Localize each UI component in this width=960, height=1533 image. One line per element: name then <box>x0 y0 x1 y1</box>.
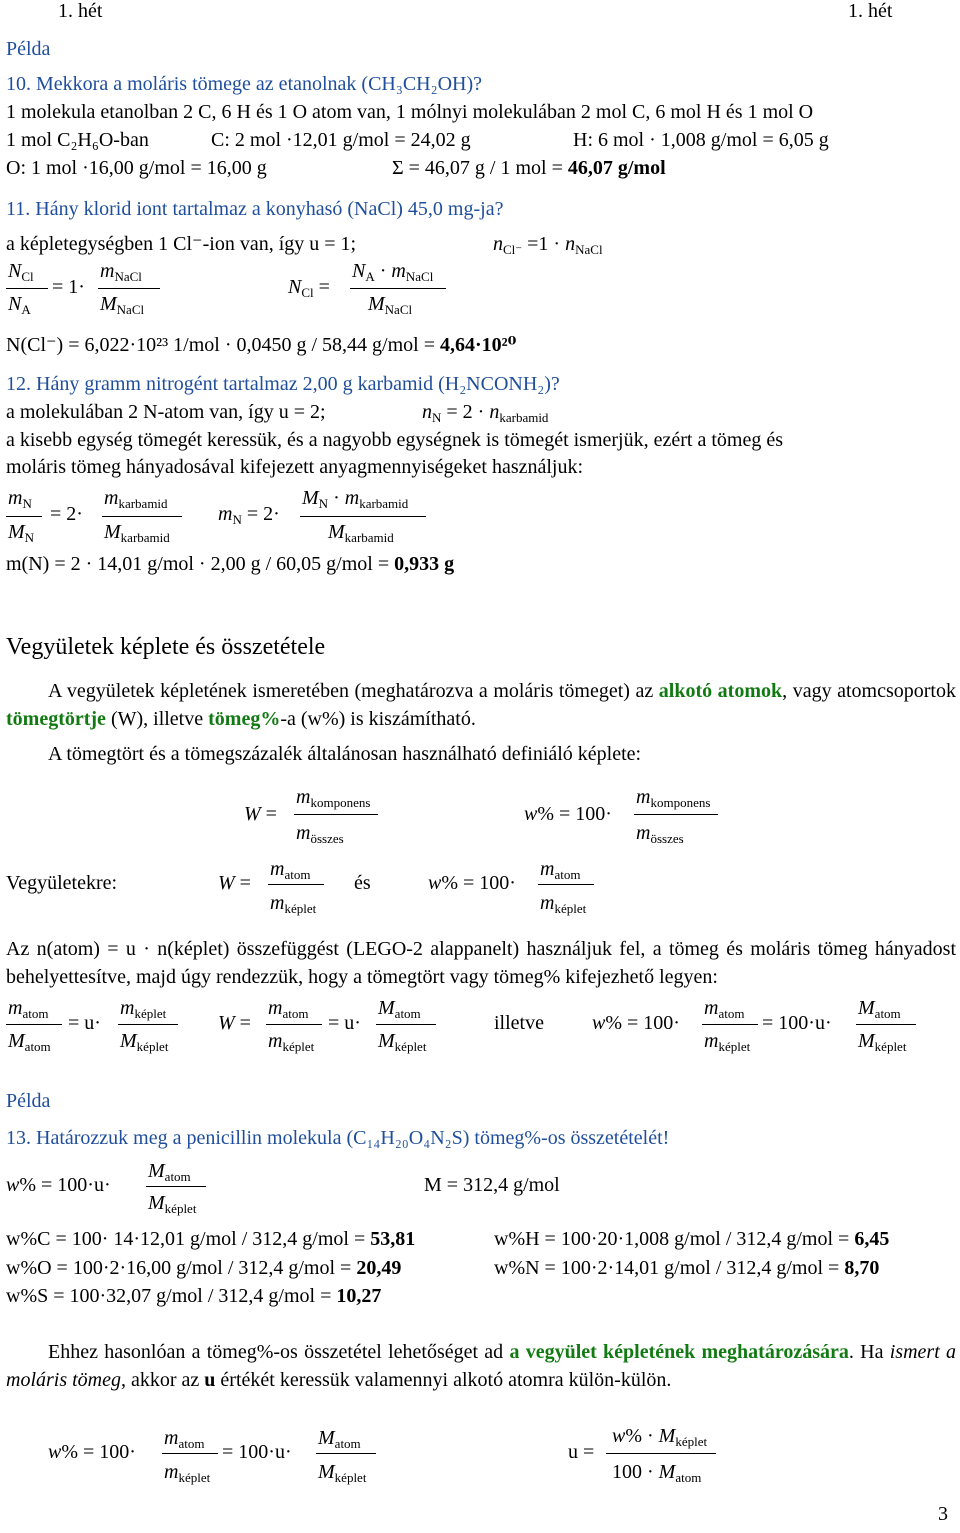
vegyuletekre-label: Vegyületekre: <box>6 872 118 894</box>
q10-line3a: O: 1 mol ·16,00 g/mol = 16,00 g <box>6 157 267 179</box>
q13-title: 13. Határozzuk meg a penicillin molekula (C₁₄H₂₀O₄N₂S) tömeg%-os összetételét! <box>6 1127 670 1149</box>
section-paragraph-2: A tömegtört és a tömegszázalék általánosan használható definiáló képlete: <box>48 743 642 765</box>
q13-wC: w%C = 100· 14·12,01 g/mol / 312,4 g/mol = 53,81 <box>6 1228 416 1250</box>
page-number: 3 <box>938 1503 948 1525</box>
q10-line1: 1 molekula etanolban 2 C, 6 H és 1 O atom van, 1 mólnyi molekulában 2 mol C, 6 mol H és 1 mol O <box>6 101 814 123</box>
q10-line2b: C: 2 mol ·12,01 g/mol = 24,02 g <box>211 129 471 151</box>
q10-title: 10. Mekkora a moláris tömege az etanolnak (CH₃CH₂OH)? <box>6 73 483 95</box>
q12-line1b: $n_N = 2 \cdot n_{karbamid}$ <box>422 401 549 425</box>
q10-line3: Σ = 46,07 g / 1 mol = 46,07 g/mol <box>392 157 666 179</box>
header-left: 1. hét <box>58 0 103 22</box>
example-label-2: Példa <box>6 1090 51 1112</box>
es-word: és <box>354 872 371 894</box>
q11-line1: a képletegységben 1 Cl⁻-ion van, így u = 1; <box>6 233 357 255</box>
q13-wH: w%H = 100·20·1,008 g/mol / 312,4 g/mol = 6,45 <box>494 1228 890 1250</box>
q12-title: 12. Hány gramm nitrogént tartalmaz 2,00 g karbamid (H₂NCONH₂)? <box>6 373 560 395</box>
q12-result: m(N) = 2 · 14,01 g/mol · 2,00 g / 60,05 g/mol = 0,933 g <box>6 553 455 575</box>
q11-result: N(Cl⁻) = 6,022·10²³ 1/mol · 0,0450 g / 58,44 g/mol = 4,64·10²⁰ <box>6 334 517 356</box>
q10-line2a: 1 mol C₂H₆O-ban <box>6 129 149 151</box>
q13-wO: w%O = 100·2·16,00 g/mol / 312,4 g/mol = 20,49 <box>6 1257 402 1279</box>
q13-molar-mass: M = 312,4 g/mol <box>424 1174 560 1196</box>
q12-line2: a kisebb egység tömegét keressük, és a nagyobb egységnek is tömegét ismerjük, ezért a tömeg és <box>6 429 783 451</box>
section-paragraph-1: A vegyületek képletének ismeretében (meghatározva a moláris tömeget) az alkotó atomok, vagy atomcsoportok tömegtörtje (W), illetve tömeg%-a (w%) is kiszámítható. <box>6 680 956 730</box>
q12-line3: moláris tömeg hányadosával kifejezett anyagmennyiségeket használjuk: <box>6 456 584 478</box>
q13-wN: w%N = 100·2·14,01 g/mol / 312,4 g/mol = 8,70 <box>494 1257 880 1279</box>
section-paragraph-3: Az n(atom) = u · n(képlet) összefüggést (LEGO-2 alappanelt) használjuk fel, a tömeg és moláris tömeg hányadost behelyettesítve, majd úgy rendezzük, hogy a tömegtört vagy tömeg% kifejezhető legyen: <box>6 938 956 988</box>
example-label: Példa <box>6 38 51 60</box>
q10-line2c: H: 6 mol · 1,008 g/mol = 6,05 g <box>573 129 829 151</box>
closing-paragraph: Ehhez hasonlóan a tömeg%-os összetétel lehetőséget ad a vegyület képletének meghatározására. Ha ismert a moláris tömeg, akkor az u értékét keressük valamennyi alkotó atomra külön-külön. <box>6 1341 957 1391</box>
q11-line1b: $n_{Cl^-} =1 \cdot n_{NaCl}$ <box>493 233 603 257</box>
section-title: Vegyületek képlete és összetétele <box>6 634 326 660</box>
header-right: 1. hét <box>848 0 893 22</box>
q13-wS: w%S = 100·32,07 g/mol / 312,4 g/mol = 10,27 <box>6 1285 382 1307</box>
q12-line1: a molekulában 2 N-atom van, így u = 2; <box>6 401 326 423</box>
q11-title: 11. Hány klorid iont tartalmaz a konyhasó (NaCl) 45,0 mg-ja? <box>6 198 504 220</box>
